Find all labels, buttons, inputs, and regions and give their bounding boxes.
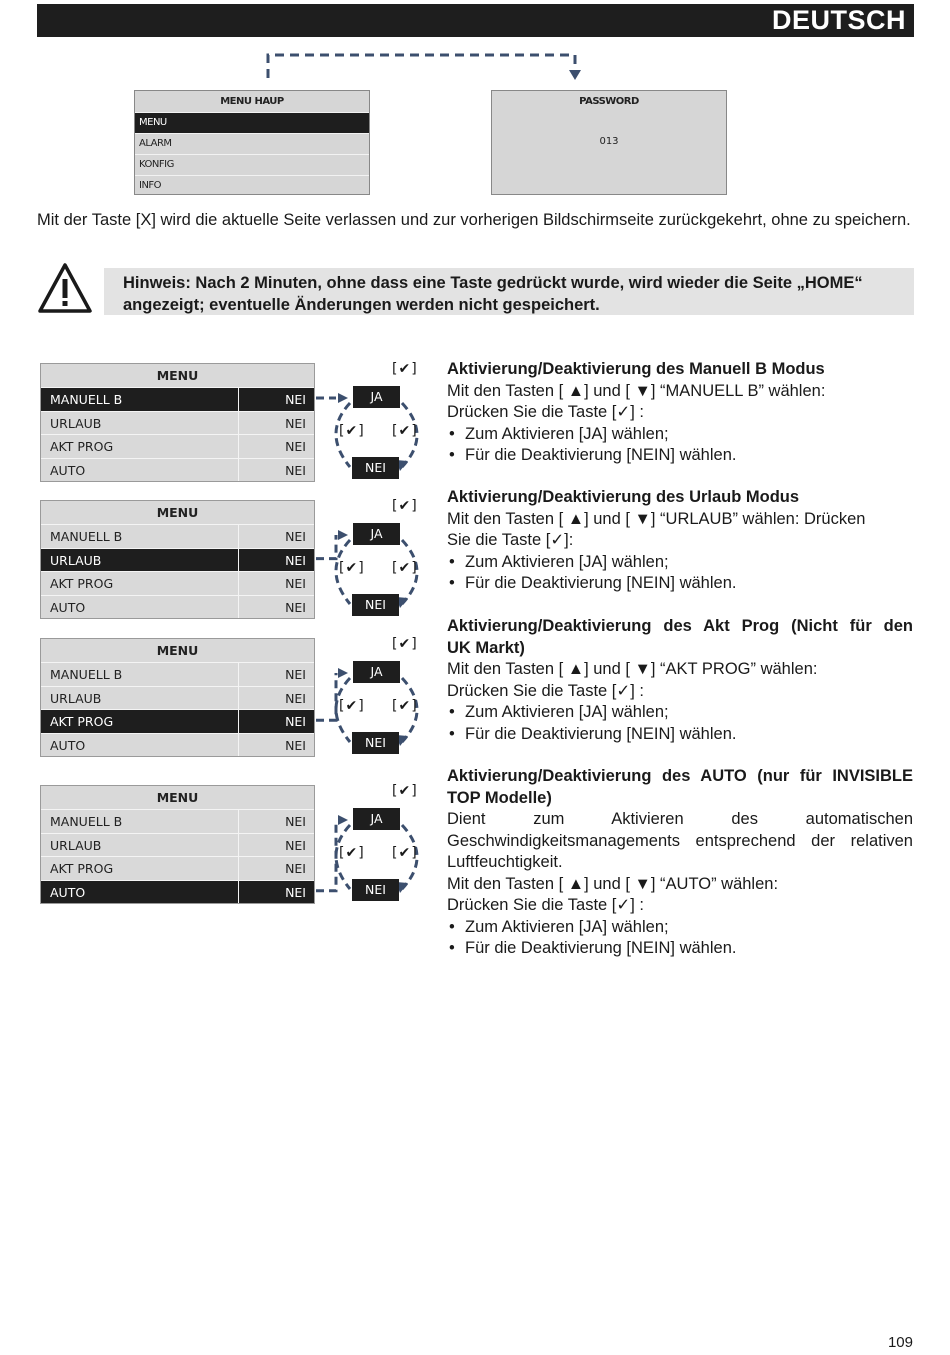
page-number: 109	[887, 1334, 913, 1351]
section-line: Drücken Sie die Taste [✓] :	[447, 681, 644, 700]
nei-option[interactable]: NEI	[352, 879, 399, 901]
password-screen	[491, 90, 727, 195]
menu-row-value: NEI	[285, 392, 306, 407]
flow-arrowhead	[338, 815, 348, 825]
section-line: Drücken Sie die Taste [✓] :	[447, 896, 644, 914]
menu-row-akt-prog[interactable]	[41, 709, 314, 733]
section-line: Mit den Tasten [ ▲] und [ ▼] “MANUELL B” wählen:	[447, 381, 826, 400]
flow-arrowhead	[338, 530, 348, 540]
nei-option[interactable]: NEI	[352, 457, 399, 479]
flow-arrowhead	[338, 668, 348, 678]
nei-option[interactable]: NEI	[352, 732, 399, 754]
flow-arrowhead	[338, 393, 348, 403]
check-top-icon: [✔]	[392, 783, 418, 799]
check-right-icon: [✔]	[392, 845, 418, 861]
menu-row-value: NEI	[285, 667, 306, 682]
menu-row-value: NEI	[285, 814, 306, 829]
section-line: Mit den Tasten [ ▲] und [ ▼] “AKT PROG” wählen:	[447, 660, 818, 678]
check-left-icon: [✔]	[339, 560, 365, 576]
menu-row-auto[interactable]	[41, 458, 314, 482]
menu-row-akt-prog[interactable]	[41, 434, 314, 458]
menu-row-label: URLAUB	[41, 687, 239, 710]
main-menu-item-menu[interactable]: MENU	[135, 112, 369, 133]
main-menu-title: MENU HAUP	[220, 96, 284, 107]
menu-panel-auto	[40, 785, 315, 904]
menu-panel-urlaub	[40, 500, 315, 619]
check-left-icon: [✔]	[339, 845, 365, 861]
menu-row-manuell-b[interactable]	[41, 809, 314, 833]
menu-row-value: NEI	[285, 529, 306, 544]
page-language-title: DEUTSCH	[771, 5, 906, 35]
menu-row-akt-prog[interactable]	[41, 571, 314, 595]
check-right-icon: [✔]	[392, 698, 418, 714]
menu-row-value: NEI	[285, 837, 306, 853]
menu-panel-title: MENU	[156, 643, 199, 658]
warning-icon	[37, 262, 93, 314]
password-title: PASSWORD	[579, 96, 639, 107]
note-text: Hinweis: Nach 2 Minuten, ohne dass eine Taste gedrückt wurde, wird wieder die Seite „HOME“ angezeigt; eventuelle Änderungen werden nicht gespeichert.	[123, 274, 863, 314]
menu-row-manuell-b[interactable]	[41, 387, 314, 411]
section-auto	[447, 766, 913, 960]
section-line: Mit den Tasten [ ▲] und [ ▼] “AUTO” wählen:	[447, 874, 779, 893]
section-bullet: • Für die Deaktivierung [NEIN] wählen.	[447, 938, 913, 960]
section-bullet: • Zum Aktivieren [JA] wählen;	[447, 424, 913, 446]
menu-row-value: NEI	[285, 884, 306, 900]
nei-option[interactable]: NEI	[352, 594, 399, 616]
section-description: Luftfeuchtigkeit.	[447, 853, 563, 871]
section-urlaub	[447, 487, 913, 595]
menu-row-value: NEI	[285, 415, 306, 431]
intro-paragraph: Mit der Taste [X] wird die aktuelle Seite verlassen und zur vorherigen Bildschirmseite zurückgekehrt, ohne zu speichern.	[37, 211, 911, 229]
menu-panel-title: MENU	[156, 505, 199, 520]
check-left-icon: [✔]	[339, 423, 365, 439]
ja-option[interactable]: JA	[353, 808, 400, 830]
menu-row-label: AUTO	[41, 734, 239, 757]
menu-row-value: NEI	[285, 599, 306, 615]
main-menu-item-alarm[interactable]: ALARM	[135, 133, 369, 154]
menu-row-label: URLAUB	[41, 834, 239, 857]
menu-row-urlaub[interactable]	[41, 411, 314, 435]
section-heading: Aktivierung/Deaktivierung des Akt Prog (Nicht für den	[447, 617, 913, 635]
check-top-icon: [✔]	[392, 361, 418, 377]
menu-row-urlaub[interactable]	[41, 686, 314, 710]
menu-row-value: NEI	[285, 737, 306, 753]
menu-row-manuell-b[interactable]	[41, 524, 314, 548]
menu-row-label: MANUELL B	[41, 525, 239, 548]
menu-panel-title: MENU	[156, 368, 199, 383]
check-right-icon: [✔]	[392, 423, 418, 439]
main-menu-item-konfig[interactable]: KONFIG	[135, 154, 369, 175]
section-heading: Aktivierung/Deaktivierung des Manuell B Modus	[447, 360, 825, 378]
password-value[interactable]: 013	[599, 136, 619, 147]
ja-option[interactable]: JA	[353, 386, 400, 408]
menu-row-urlaub[interactable]	[41, 833, 314, 857]
section-bullet: • Zum Aktivieren [JA] wählen;	[447, 552, 913, 574]
menu-row-auto[interactable]	[41, 733, 314, 757]
section-heading-continued: TOP Modelle)	[447, 788, 552, 807]
section-heading-continued: UK Markt)	[447, 638, 525, 657]
section-heading: Aktivierung/Deaktivierung des Urlaub Modus	[447, 488, 800, 506]
menu-row-auto[interactable]	[41, 880, 314, 904]
menu-row-value: NEI	[285, 714, 306, 730]
menu-row-value: NEI	[285, 576, 306, 592]
section-description: Geschwindigkeitsmanagements entsprechend der relativen	[447, 831, 913, 850]
menu-row-value: NEI	[285, 690, 306, 706]
main-menu-item-info[interactable]: INFO	[135, 175, 369, 196]
flow-arrow	[316, 820, 336, 891]
menu-row-label: AKT PROG	[41, 857, 239, 880]
menu-row-akt-prog[interactable]	[41, 856, 314, 880]
menu-panel-akt-prog	[40, 638, 315, 757]
section-bullet: • Für die Deaktivierung [NEIN] wählen.	[447, 724, 913, 746]
menu-row-label: URLAUB	[41, 549, 239, 572]
menu-row-label: AKT PROG	[41, 710, 239, 733]
section-akt-prog	[447, 616, 913, 745]
menu-row-label: AKT PROG	[41, 435, 239, 458]
menu-row-value: NEI	[285, 861, 306, 877]
menu-row-urlaub[interactable]	[41, 548, 314, 572]
flow-arrow	[316, 535, 336, 559]
menu-row-auto[interactable]	[41, 595, 314, 619]
menu-row-label: MANUELL B	[41, 388, 239, 411]
menu-panel-title: MENU	[156, 790, 199, 805]
menu-row-label: AUTO	[41, 459, 239, 482]
section-description: Dient zum Aktivieren des automatischen	[447, 810, 913, 828]
section-bullet: • Zum Aktivieren [JA] wählen;	[447, 917, 913, 939]
main-menu-screen	[134, 90, 370, 195]
menu-row-label: URLAUB	[41, 412, 239, 435]
menu-panel-manuell-b	[40, 363, 315, 482]
menu-row-label: MANUELL B	[41, 663, 239, 686]
check-top-icon: [✔]	[392, 636, 418, 652]
menu-row-label: AUTO	[41, 881, 239, 904]
ja-option[interactable]: JA	[353, 661, 400, 683]
section-line: Drücken Sie die Taste [✓] :	[447, 403, 644, 421]
flow-arrow	[316, 673, 336, 720]
check-top-icon: [✔]	[392, 498, 418, 514]
menu-row-label: MANUELL B	[41, 810, 239, 833]
section-manuell-b	[447, 359, 913, 467]
menu-row-value: NEI	[285, 439, 306, 455]
check-right-icon: [✔]	[392, 560, 418, 576]
section-line: Mit den Tasten [ ▲] und [ ▼] “URLAUB” wählen: Drücken	[447, 509, 866, 528]
menu-row-value: NEI	[285, 462, 306, 478]
section-bullet: • Für die Deaktivierung [NEIN] wählen.	[447, 573, 913, 595]
menu-row-value: NEI	[285, 552, 306, 568]
section-heading: Aktivierung/Deaktivierung des AUTO (nur für INVISIBLE	[447, 767, 913, 785]
menu-row-manuell-b[interactable]	[41, 662, 314, 686]
check-left-icon: [✔]	[339, 698, 365, 714]
menu-row-label: AKT PROG	[41, 572, 239, 595]
ja-option[interactable]: JA	[353, 523, 400, 545]
section-line: Sie die Taste [✓]:	[447, 531, 574, 549]
menu-row-label: AUTO	[41, 596, 239, 619]
section-bullet: • Für die Deaktivierung [NEIN] wählen.	[447, 445, 913, 467]
section-bullet: • Zum Aktivieren [JA] wählen;	[447, 702, 913, 724]
